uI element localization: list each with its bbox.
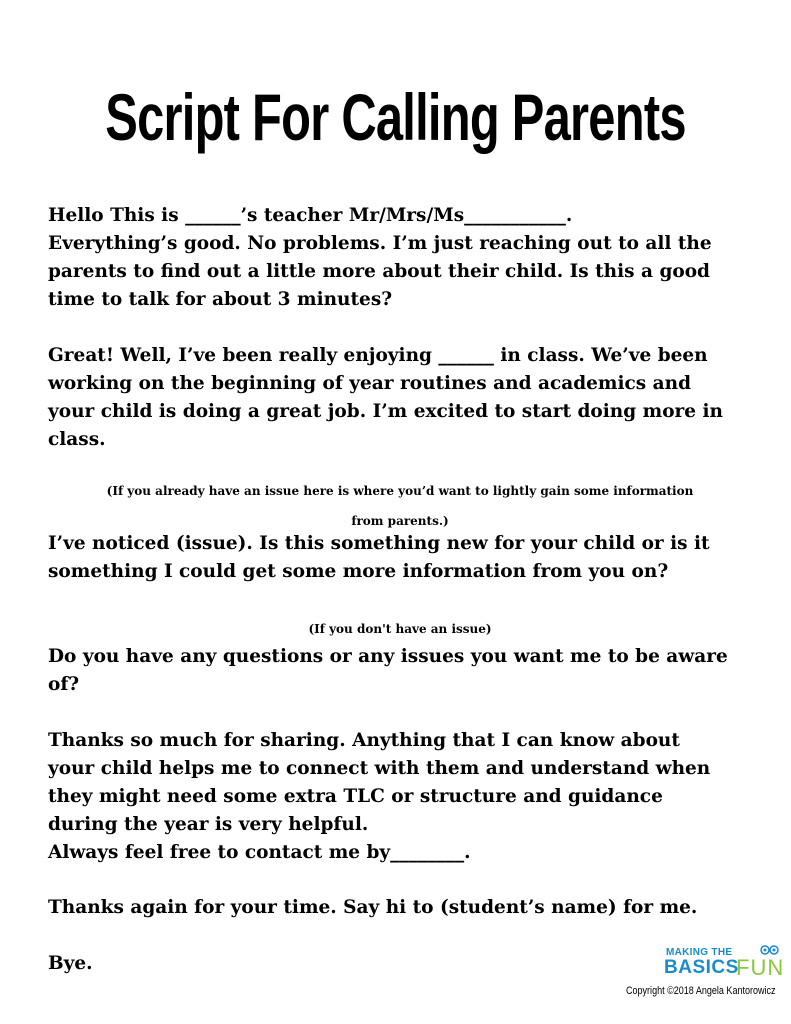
thanks-again-line: Thanks again for your time. Say hi to (student’s name) for me. (48, 897, 698, 918)
logo-making-the: MAKING THE (666, 947, 733, 958)
brand-logo (660, 945, 785, 985)
text-line: class. (48, 429, 106, 450)
text-line: of? (48, 674, 80, 695)
text-line: working on the beginning of year routines and academics and (48, 373, 692, 394)
text-line: your child is doing a great job. I’m excited to start doing more in (48, 401, 723, 422)
text-line: Hello This is ______’s teacher Mr/Mrs/Ms___________. (48, 205, 573, 226)
text-line: Always feel free to contact me by________. (48, 842, 471, 863)
intro-paragraph (48, 202, 748, 314)
text-line: Everything’s good. No problems. I’m just reaching out to all the (48, 233, 712, 254)
text-line: I’ve noticed (issue). Is this something new for your child or is it (48, 533, 710, 554)
text-line: Thanks so much for sharing. Anything that I can know about (48, 730, 680, 751)
thanks-paragraph (48, 727, 748, 867)
text-line: parents to find out a little more about their child. Is this a good (48, 261, 710, 282)
logo-basics: BASICS (664, 957, 739, 978)
note-line: from parents.) (351, 514, 449, 528)
text-line: during the year is very helpful. (48, 814, 369, 835)
logo-fun: FUN (736, 955, 785, 980)
note-line: (If you already have an issue here is where you’d want to lightly gain some information (106, 484, 694, 498)
page-title: Script For Calling Parents (105, 80, 686, 154)
text-line: time to talk for about 3 minutes? (48, 289, 393, 310)
text-line: Great! Well, I’ve been really enjoying ______ in class. We’ve been (48, 345, 708, 366)
issue-note (40, 476, 760, 536)
bye-line: Bye. (48, 953, 93, 974)
text-line: Do you have any questions or any issues you want me to be aware (48, 646, 728, 667)
questions-paragraph (48, 643, 748, 699)
no-issue-note: (If you don't have an issue) (308, 622, 492, 636)
logo-eyes-icon (760, 945, 780, 955)
text-line: something I could get some more information from you on? (48, 561, 669, 582)
text-line: they might need some extra TLC or structure and guidance (48, 786, 663, 807)
noticed-paragraph (48, 530, 748, 586)
great-paragraph (48, 342, 748, 454)
copyright-notice: Copyright ©2018 Angela Kantorowicz (626, 985, 776, 997)
text-line: your child helps me to connect with them and understand when (48, 758, 711, 779)
